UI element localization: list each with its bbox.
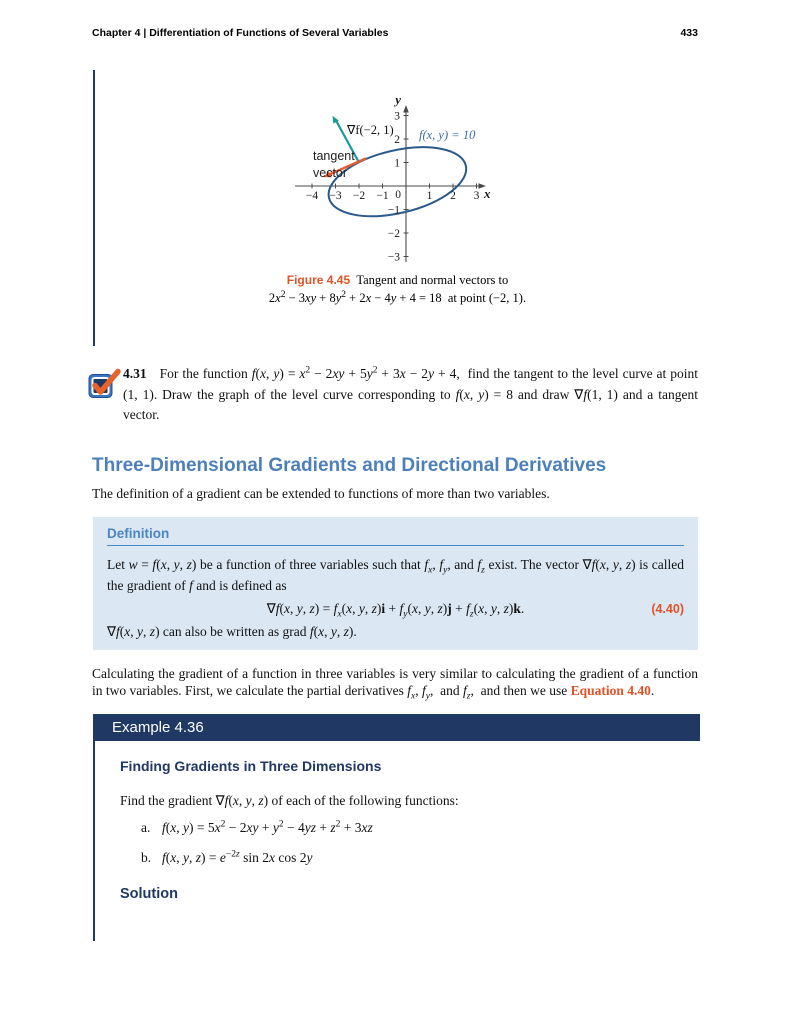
list-item [141, 850, 312, 866]
curve-label: f(x, y) = 10 [419, 128, 476, 142]
equation-row [107, 601, 684, 620]
tangent-label-line1: tangent [313, 149, 355, 163]
checkpoint-body: For the function f(x, $y) = x^2 - 2xy + 5y^2 + 3x - 2y + 4$, find the tangent to the level curve at point (1, 1). Draw the graph of the level curve corresponding to f(x, y) = 8 and draw ∇f(1, 1) and a tangent vector. [123, 365, 699, 422]
level-curve-graph [287, 90, 502, 272]
equation-4-40-link[interactable]: Equation 4.40 [570, 682, 651, 698]
x-tick: −3 [329, 190, 342, 202]
item-label: a. [141, 820, 151, 835]
page-header [92, 27, 698, 39]
checkpoint-number: 4.31 [123, 366, 147, 381]
item-label: b. [141, 850, 152, 865]
y-tick: −1 [387, 204, 400, 217]
definition-box [93, 517, 698, 650]
body-paragraph [92, 666, 698, 702]
y-tick: −3 [387, 251, 400, 264]
x-tick: 1 [426, 190, 433, 202]
y-tick: −2 [387, 228, 400, 240]
running-head: Chapter 4 | Differentiation of Functions of Several Variables [92, 27, 389, 39]
list-item [141, 820, 373, 836]
y-tick: 2 [394, 134, 400, 146]
origin-label: 0 [395, 189, 401, 201]
y-tick: 3 [394, 110, 400, 123]
x-tick: −4 [305, 190, 319, 202]
example-intro: Find the gradient ∇f(x, y, z) of each of the following functions: [120, 793, 459, 808]
page-number: 433 [680, 27, 698, 39]
checkpoint-text [123, 364, 698, 426]
solution-heading: Solution [120, 886, 178, 902]
gradient-vector-label: ∇f(−2, 1) [347, 123, 394, 137]
x-tick: 3 [473, 190, 480, 202]
example-box [93, 714, 698, 941]
figure-caption-text: Tangent and normal vectors to [356, 273, 509, 287]
x-tick: 2 [450, 190, 456, 202]
x-tick: −2 [352, 190, 366, 202]
section-title: Three-Dimensional Gradients and Directional Derivatives [92, 455, 607, 476]
definition-heading: Definition [107, 526, 684, 546]
checkpoint-icon [88, 368, 121, 399]
section-intro: The definition of a gradient can be extended to functions of more than two variables. [92, 486, 550, 501]
figure-caption-math: $2x^2 - 3xy + 8y^2 + 2x - 4y + 4 = 18$ at point (−2, 1). [268, 289, 527, 305]
x-axis-label: x [484, 186, 491, 201]
equation-number: (4.40) [651, 602, 684, 616]
example-header: Example 4.36 [95, 714, 700, 741]
y-tick: 1 [394, 157, 400, 170]
item-math: f(x, $y) = 5x^2 - 2xy + y^2 - 4yz + z^2 + 3xz$ [162, 819, 373, 835]
x-tick: −1 [376, 190, 389, 202]
item-math: f(x, y, $z) = e^{-2z}$ sin 2x cos 2y [162, 849, 313, 865]
figure-caption [95, 272, 700, 307]
example-title: Finding Gradients in Three Dimensions [120, 758, 382, 774]
paragraph-period: . [650, 682, 655, 698]
tangent-label-line2: vector [313, 166, 348, 180]
y-axis-label: y [395, 92, 401, 107]
figure-label: Figure 4.45 [286, 273, 351, 287]
checkpoint-4-31 [88, 364, 698, 426]
paragraph-text: Calculating the gradient of a function in three variables is very similar to calculating the gradient of a function in two variables. First, we calculate the partial derivatives $f_x$, $f_y$, and $f_z$, and then we use [92, 666, 698, 702]
definition-note: ∇f(x, y, z) can also be written as grad f(x, y, z). [107, 624, 357, 639]
definition-body: Let w = f(x, y, z) be a function of three variables such that $f_x$, $f_y$, and $f_z$ exist. The vector ∇f(x, y, z) is called the gradient of f and is defined as [107, 557, 684, 593]
equation-4-40: ∇f(x, y, $z) = f_x(x$, y, $z)i + f_y(x$, y, $z)j + f_z(x$, y, z)k. [266, 601, 525, 620]
figure-block [93, 70, 700, 346]
y-axis-arrow-icon [403, 105, 409, 113]
